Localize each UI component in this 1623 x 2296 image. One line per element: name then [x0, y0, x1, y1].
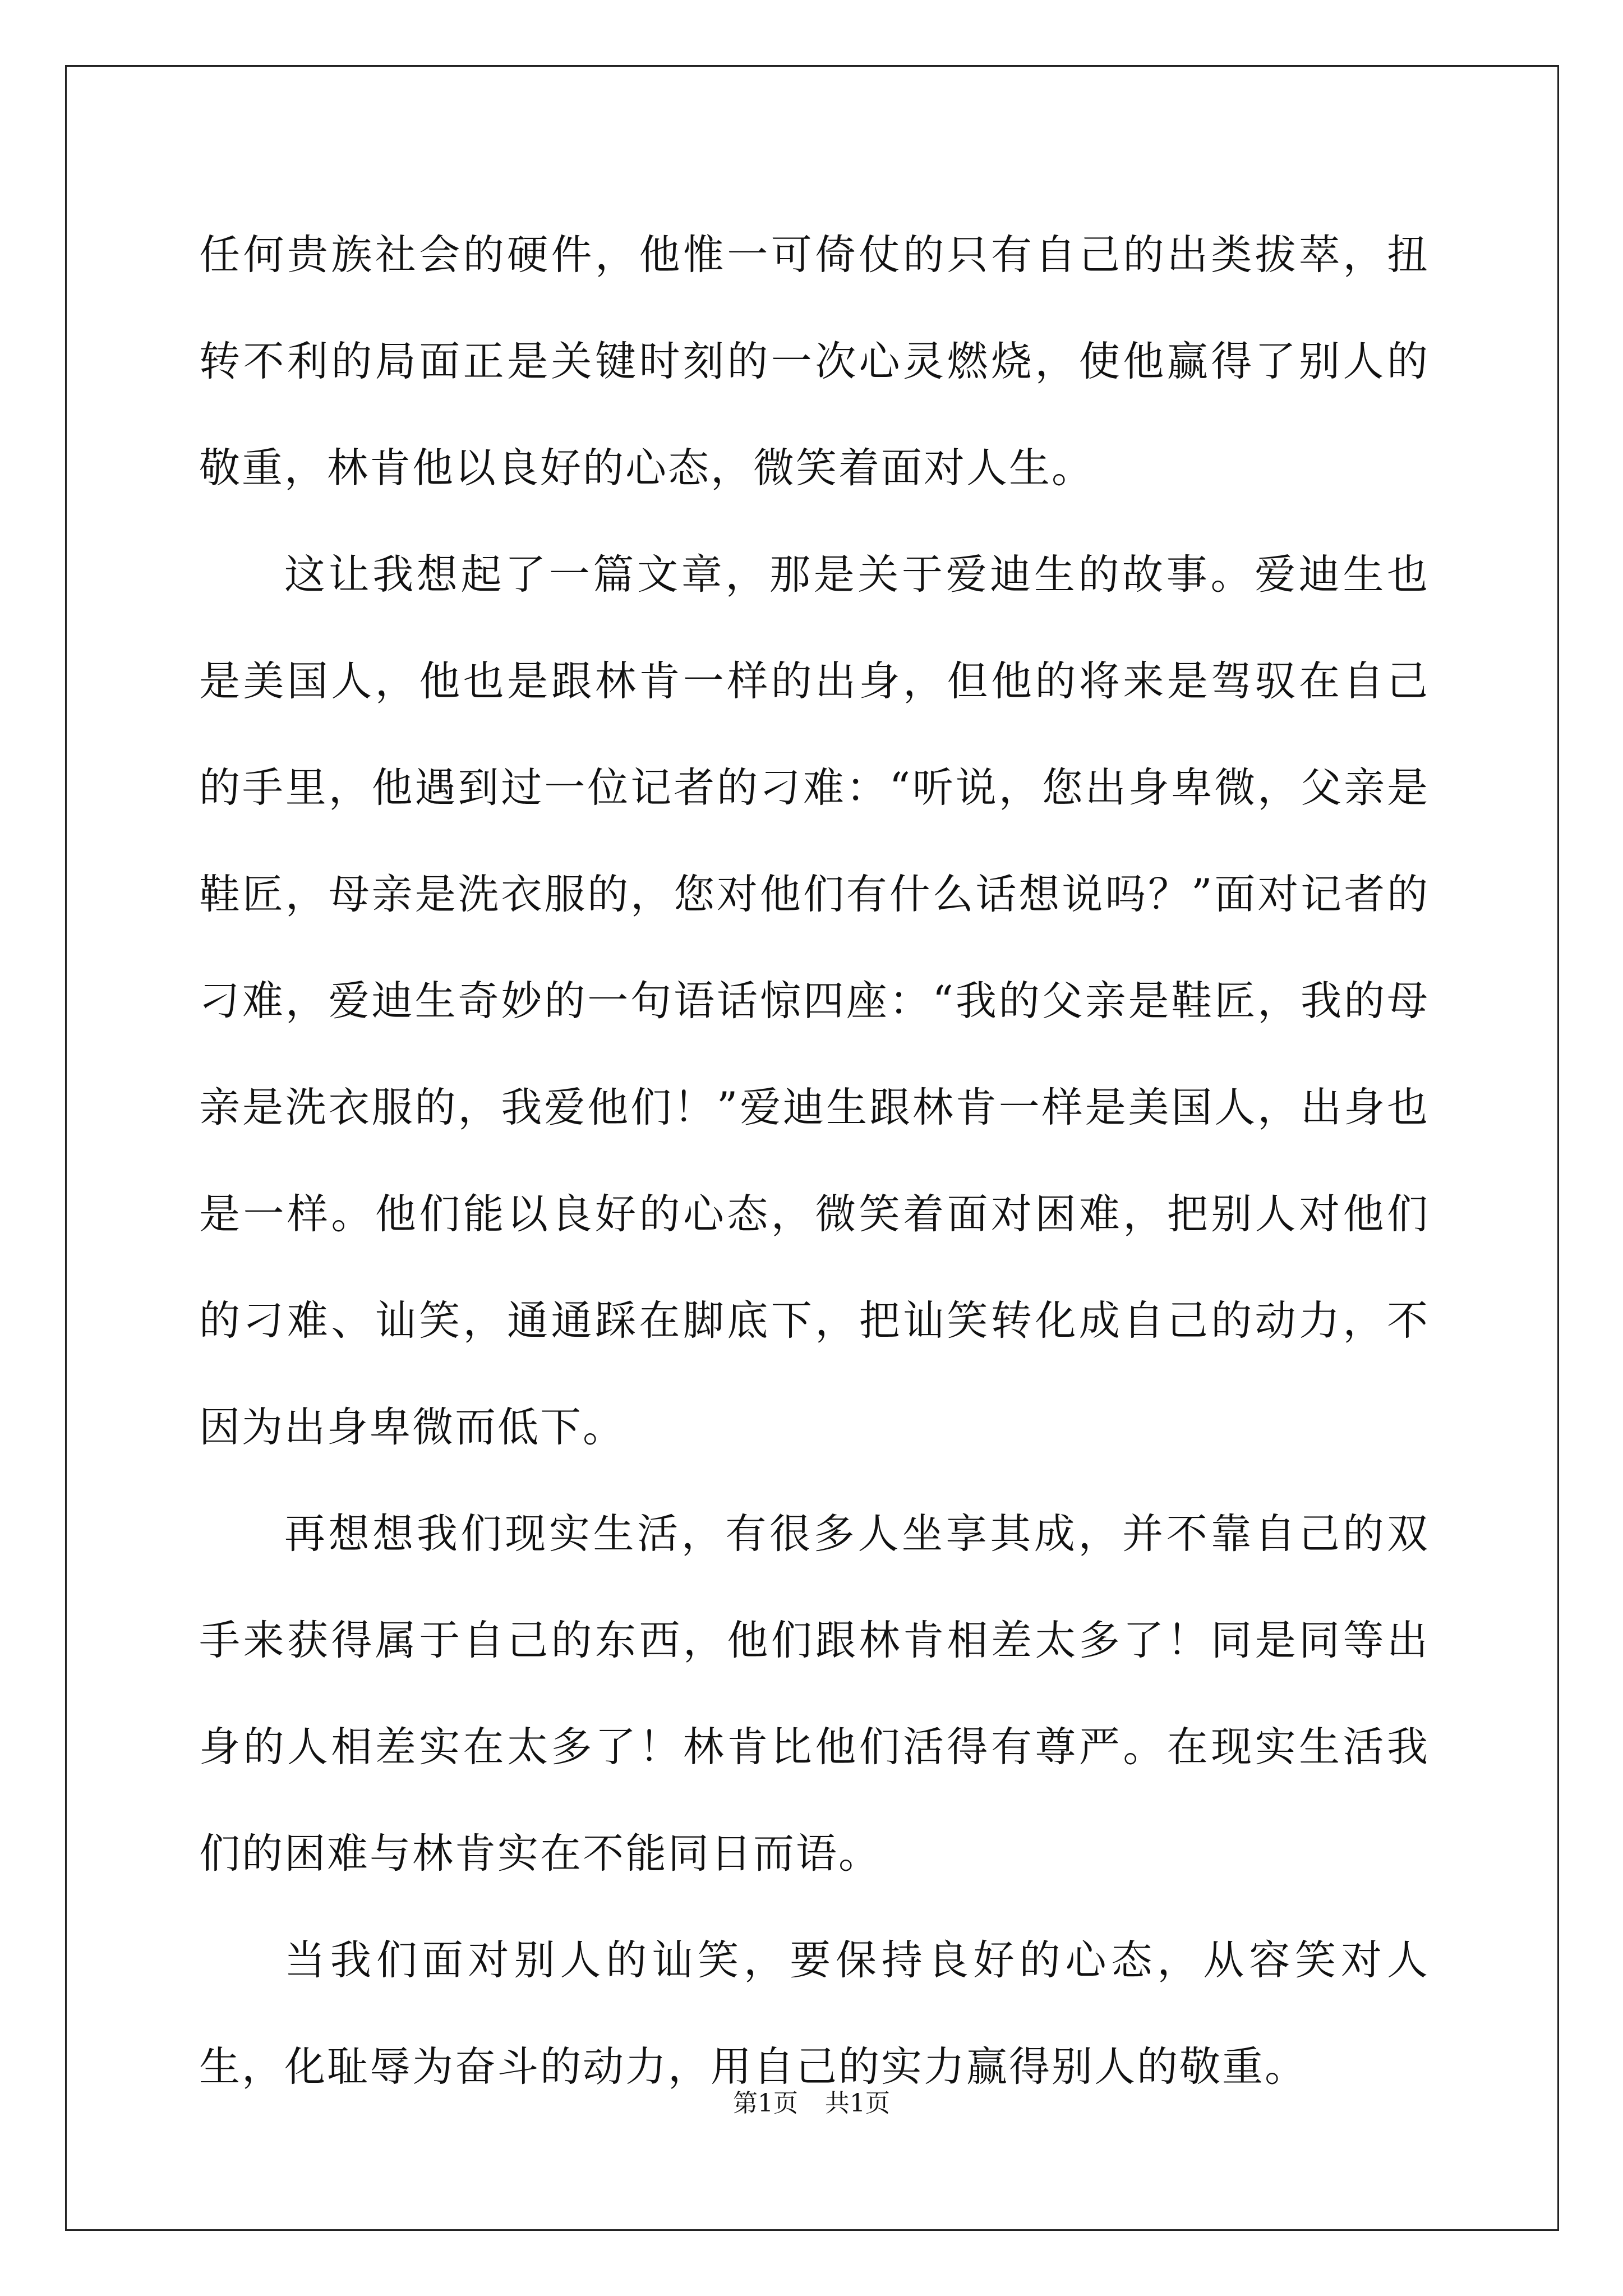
- page-number: 第1页: [733, 2089, 798, 2118]
- page-total: 共1页: [825, 2089, 890, 2118]
- paragraph-3: 再想想我们现实生活，有很多人坐享其成，并不靠自己的双手来获得属于自己的东西，他们跟林肯相差太多了！同是同等出身的人相差实在太多了！林肯比他们活得有尊严。在现实生活我们的困难与林肯实在不能同日而语。: [199, 1510, 1430, 1878]
- paragraph-4: 当我们面对别人的讪笑，要保持良好的心态，从容笑对人生，化耻辱为奋斗的动力，用自己的实力赢得别人的敬重。: [199, 1936, 1430, 2091]
- paragraph-1: 任何贵族社会的硬件，他惟一可倚仗的只有自己的出类拔萃，扭转不利的局面正是关键时刻的一次心灵燃烧，使他赢得了别人的敬重，林肯他以良好的心态，微笑着面对人生。: [199, 231, 1430, 492]
- document-body: [199, 202, 1430, 2120]
- page-footer: [0, 2087, 1623, 2120]
- paragraph-2: 这让我想起了一篇文章，那是关于爱迪生的故事。爱迪生也是美国人，他也是跟林肯一样的出身，但他的将来是驾驭在自己的手里，他遇到过一位记者的刁难：“听说，您出身卑微，父亲是鞋匠，母亲是洗衣服的，您对他们有什么话想说吗？”面对记者的刁难，爱迪生奇妙的一句语话惊四座：“我的父亲是鞋匠，我的母亲是洗衣服的，我爱他们！”爱迪生跟林肯一样是美国人，出身也是一样。他们能以良好的心态，微笑着面对困难，把别人对他们的刁难、讪笑，通通踩在脚底下，把讪笑转化成自己的动力，不因为出身卑微而低下。: [199, 551, 1430, 1451]
